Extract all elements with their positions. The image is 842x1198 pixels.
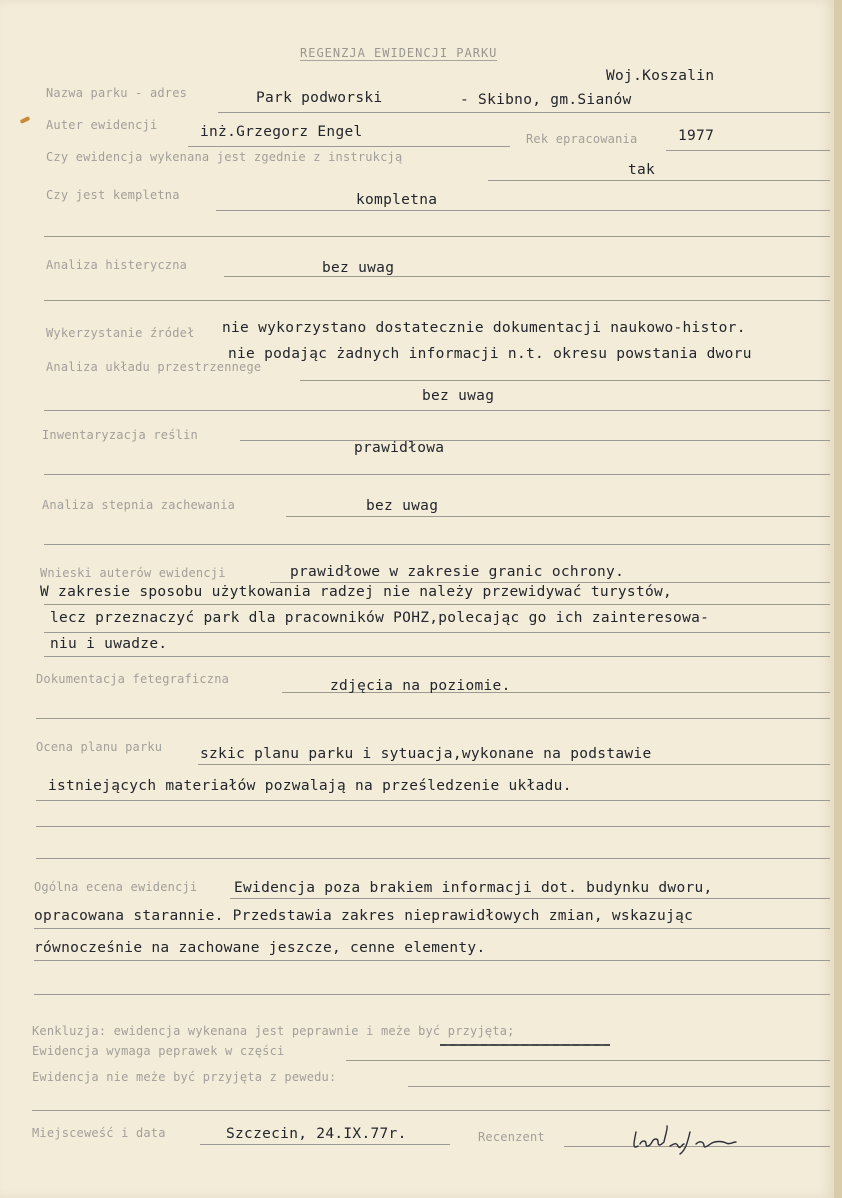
park-name: Park podworski (256, 90, 383, 106)
line (488, 180, 830, 181)
line (224, 276, 830, 277)
complete-label: Czy jest kempletna (46, 188, 180, 202)
line (44, 474, 830, 475)
plants-label: Inwentaryzacja reślin (42, 428, 198, 442)
line (216, 210, 830, 211)
line (44, 632, 830, 633)
line (44, 544, 830, 545)
reviewer-signature (630, 1124, 745, 1158)
year-label: Rek epracowania (526, 132, 638, 146)
plan-line-1: szkic planu parku i sytuacja,wykonane na podstawie (200, 746, 652, 762)
line (36, 858, 830, 859)
place-label: Miejsceweść i data (32, 1126, 166, 1140)
line (240, 440, 830, 441)
line (666, 150, 830, 151)
line (32, 1110, 830, 1111)
line (200, 1144, 450, 1145)
reviewer-label: Recenzent (478, 1130, 545, 1144)
complete: kompletna (356, 192, 438, 208)
instruction: tak (628, 162, 656, 178)
page-edge (834, 0, 842, 1198)
instruction-label: Czy ewidencja wykenana jest zgednie z instrukcją (46, 150, 403, 164)
line (36, 800, 830, 801)
region: Woj.Koszalin (606, 68, 715, 84)
line (34, 960, 830, 961)
line (36, 718, 830, 719)
overall-label: Ogólna ecena ewidencji (34, 880, 198, 894)
conclusions-line-4: niu i uwadze. (50, 636, 168, 652)
park-name-label: Nazwa parku - adres (46, 86, 188, 100)
line (230, 898, 830, 899)
preservation-label: Analiza stepnia zachewania (42, 498, 236, 512)
overall-line-3: równocześnie na zachowane jeszcze, cenne elementy. (34, 940, 486, 956)
line (270, 582, 830, 583)
document-title: REGENZJA EWIDENCJI PARKU (300, 46, 498, 60)
line (44, 300, 830, 301)
line (218, 112, 830, 113)
sources-line-1: nie wykorzystano dostatecznie dokumentacji naukowo-histor. (222, 320, 746, 336)
line (44, 656, 830, 657)
line (408, 1086, 830, 1087)
line (346, 1060, 830, 1061)
plan-label: Ocena planu parku (36, 740, 163, 754)
author: inż.Grzegorz Engel (200, 124, 363, 140)
conclusions-line-1: prawidłowe w zakresie granic ochrony. (290, 564, 625, 580)
line (286, 516, 830, 517)
author-label: Auter ewidencji (46, 118, 158, 132)
overall-line-2: opracowana starannie. Przedstawia zakres nieprawidłowych zmian, wskazując (34, 908, 694, 924)
park-address: - Skibno, gm.Sianów (460, 92, 632, 108)
photo: zdjęcia na poziomie. (330, 678, 511, 694)
sources-line-2: nie podając żadnych informacji n.t. okresu powstania dworu (228, 346, 752, 362)
conclusions-label: Wnieski auterów ewidencji (40, 566, 226, 580)
conclusions-line-2: W zakresie sposobu użytkowania radzej nie należy przewidywać turystów, (40, 584, 673, 600)
line (34, 928, 830, 929)
spatial-label: Analiza układu przestrzennege (46, 360, 262, 374)
line (44, 604, 830, 605)
place-date: Szczecin, 24.IX.77r. (226, 1126, 407, 1142)
photo-label: Dokumentacja fetegraficzna (36, 672, 230, 686)
sources-label: Wykerzystanie źródeł (46, 326, 195, 340)
line (34, 994, 830, 995)
plan-line-2: istniejących materiałów pozwalają na prześledzenie układu. (48, 778, 572, 794)
overall-line-1: Ewidencja poza brakiem informacji dot. budynku dworu, (234, 880, 713, 896)
conclusion-line-2: Ewidencja wymaga peprawek w części (32, 1044, 285, 1058)
spatial: bez uwag (422, 388, 495, 404)
conclusion-line-1: Kenkluzja: ewidencja wykenana jest peprawnie i meże być przyjęta; (32, 1024, 515, 1038)
line (188, 146, 510, 147)
line (300, 380, 830, 381)
year: 1977 (678, 128, 715, 144)
preservation: bez uwag (366, 498, 439, 514)
plants: prawidłowa (354, 440, 445, 456)
underline-accepted (440, 1044, 610, 1046)
line (36, 826, 830, 827)
conclusions-line-3: lecz przeznaczyć park dla pracowników POHZ,polecając go ich zainteresowa- (50, 610, 710, 626)
history: bez uwag (322, 260, 395, 276)
line (198, 764, 830, 765)
conclusion-line-3: Ewidencja nie meże być przyjęta z pewedu: (32, 1070, 337, 1084)
history-label: Analiza histeryczna (46, 258, 188, 272)
line (44, 236, 830, 237)
line (44, 410, 830, 411)
